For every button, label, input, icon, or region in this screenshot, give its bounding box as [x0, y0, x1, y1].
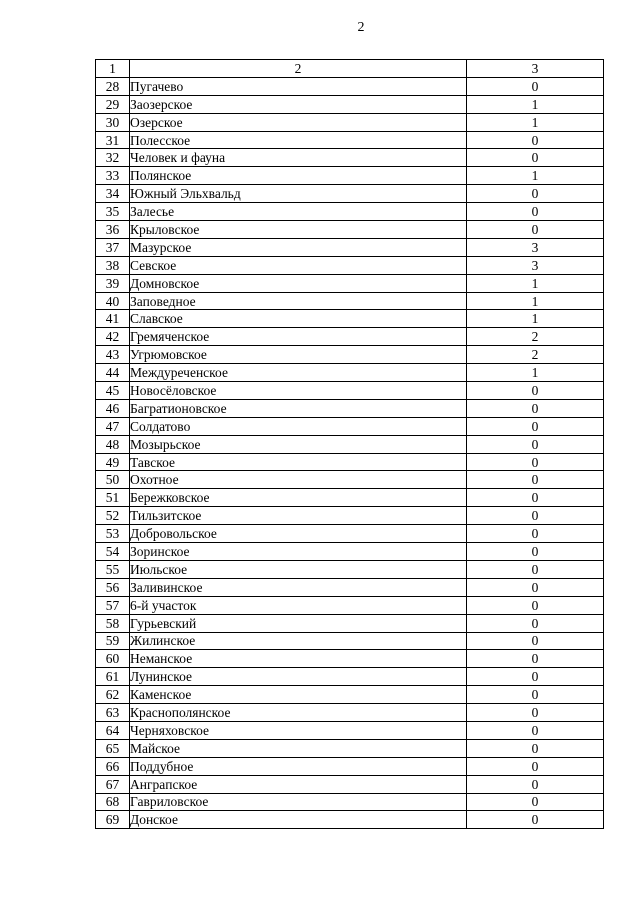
row-name-cell: Багратионовское: [130, 399, 467, 417]
row-number-cell: 47: [96, 417, 130, 435]
table-row: [96, 382, 604, 400]
row-value-cell: 0: [467, 399, 604, 417]
row-name-cell: Заливинское: [130, 578, 467, 596]
table-row: [96, 775, 604, 793]
row-number-cell: 37: [96, 238, 130, 256]
row-value-cell: 0: [467, 131, 604, 149]
table-row: [96, 543, 604, 561]
table-row: [96, 704, 604, 722]
row-number-cell: 30: [96, 113, 130, 131]
table-body: [96, 60, 604, 829]
row-number-cell: 28: [96, 77, 130, 95]
row-value-cell: 0: [467, 757, 604, 775]
row-number-cell: 42: [96, 328, 130, 346]
row-value-cell: 0: [467, 793, 604, 811]
row-number-cell: 53: [96, 525, 130, 543]
row-name-cell: Гавриловское: [130, 793, 467, 811]
row-name-cell: Полесское: [130, 131, 467, 149]
table-row: [96, 417, 604, 435]
row-name-cell: Бережковское: [130, 489, 467, 507]
row-number-cell: 59: [96, 632, 130, 650]
table-row: [96, 650, 604, 668]
table-row: [96, 399, 604, 417]
row-value-cell: 0: [467, 614, 604, 632]
table-row: [96, 149, 604, 167]
row-number-cell: 54: [96, 543, 130, 561]
row-name-cell: Донское: [130, 811, 467, 829]
row-number-cell: 64: [96, 721, 130, 739]
row-name-cell: Неманское: [130, 650, 467, 668]
row-name-cell: Гурьевский: [130, 614, 467, 632]
table-row: [96, 77, 604, 95]
row-number-cell: 52: [96, 507, 130, 525]
row-number-cell: 65: [96, 739, 130, 757]
table-row: [96, 489, 604, 507]
row-value-cell: 0: [467, 596, 604, 614]
table-row: [96, 453, 604, 471]
row-value-cell: 1: [467, 95, 604, 113]
row-name-cell: Черняховское: [130, 721, 467, 739]
row-value-cell: 0: [467, 417, 604, 435]
row-value-cell: 0: [467, 525, 604, 543]
row-value-cell: 1: [467, 310, 604, 328]
row-name-cell: Междуреченское: [130, 364, 467, 382]
table-row: [96, 185, 604, 203]
table-row: [96, 614, 604, 632]
row-number-cell: 66: [96, 757, 130, 775]
table-row: [96, 310, 604, 328]
row-number-cell: 45: [96, 382, 130, 400]
row-name-cell: Солдатово: [130, 417, 467, 435]
row-value-cell: 0: [467, 560, 604, 578]
row-number-cell: 63: [96, 704, 130, 722]
row-value-cell: 0: [467, 489, 604, 507]
page-number: 2: [357, 20, 365, 35]
row-number-cell: 36: [96, 221, 130, 239]
row-value-cell: 1: [467, 274, 604, 292]
row-number-cell: 51: [96, 489, 130, 507]
row-value-cell: 0: [467, 471, 604, 489]
row-value-cell: 0: [467, 578, 604, 596]
row-number-cell: 34: [96, 185, 130, 203]
row-name-cell: Охотное: [130, 471, 467, 489]
row-number-cell: 69: [96, 811, 130, 829]
row-number-cell: 68: [96, 793, 130, 811]
table-row: [96, 471, 604, 489]
row-value-cell: 0: [467, 811, 604, 829]
column-header-name: 2: [130, 60, 467, 78]
row-number-cell: 48: [96, 435, 130, 453]
table-row: [96, 113, 604, 131]
table-row: [96, 256, 604, 274]
row-number-cell: 60: [96, 650, 130, 668]
table-row: [96, 274, 604, 292]
row-value-cell: 0: [467, 507, 604, 525]
row-name-cell: Мазурское: [130, 238, 467, 256]
row-number-cell: 50: [96, 471, 130, 489]
row-name-cell: Майское: [130, 739, 467, 757]
row-number-cell: 61: [96, 668, 130, 686]
row-value-cell: 3: [467, 256, 604, 274]
row-number-cell: 62: [96, 686, 130, 704]
row-number-cell: 41: [96, 310, 130, 328]
row-value-cell: 0: [467, 382, 604, 400]
table-row: [96, 721, 604, 739]
table-row: [96, 507, 604, 525]
row-value-cell: 1: [467, 364, 604, 382]
row-value-cell: 2: [467, 328, 604, 346]
row-number-cell: 56: [96, 578, 130, 596]
row-number-cell: 31: [96, 131, 130, 149]
table-row: [96, 435, 604, 453]
row-name-cell: 6-й участок: [130, 596, 467, 614]
row-value-cell: 3: [467, 238, 604, 256]
row-name-cell: Севское: [130, 256, 467, 274]
row-name-cell: Пугачево: [130, 77, 467, 95]
row-value-cell: 0: [467, 221, 604, 239]
table-row: [96, 525, 604, 543]
table-row: [96, 203, 604, 221]
row-name-cell: Полянское: [130, 167, 467, 185]
row-number-cell: 29: [96, 95, 130, 113]
row-name-cell: Тавское: [130, 453, 467, 471]
row-value-cell: 2: [467, 346, 604, 364]
row-number-cell: 38: [96, 256, 130, 274]
row-value-cell: 0: [467, 668, 604, 686]
row-name-cell: Угрюмовское: [130, 346, 467, 364]
row-name-cell: Залесье: [130, 203, 467, 221]
row-number-cell: 40: [96, 292, 130, 310]
column-header-number: 1: [96, 60, 130, 78]
row-value-cell: 0: [467, 453, 604, 471]
row-number-cell: 43: [96, 346, 130, 364]
row-number-cell: 44: [96, 364, 130, 382]
row-name-cell: Ангрaпское: [130, 775, 467, 793]
table-row: [96, 811, 604, 829]
row-value-cell: 0: [467, 632, 604, 650]
row-name-cell: Лунинское: [130, 668, 467, 686]
row-name-cell: Каменское: [130, 686, 467, 704]
row-value-cell: 0: [467, 543, 604, 561]
row-number-cell: 67: [96, 775, 130, 793]
table-row: [96, 364, 604, 382]
row-value-cell: 0: [467, 203, 604, 221]
row-value-cell: 1: [467, 292, 604, 310]
row-number-cell: 33: [96, 167, 130, 185]
row-name-cell: Заповедное: [130, 292, 467, 310]
table-row: [96, 292, 604, 310]
row-name-cell: Человек и фауна: [130, 149, 467, 167]
row-number-cell: 46: [96, 399, 130, 417]
table-row: [96, 221, 604, 239]
table-row: [96, 238, 604, 256]
table-row: [96, 596, 604, 614]
row-value-cell: 0: [467, 739, 604, 757]
table-row: [96, 739, 604, 757]
row-name-cell: Тильзитское: [130, 507, 467, 525]
table-row: [96, 328, 604, 346]
row-name-cell: Заозерское: [130, 95, 467, 113]
row-number-cell: 35: [96, 203, 130, 221]
row-value-cell: 0: [467, 185, 604, 203]
table-row: [96, 346, 604, 364]
row-value-cell: 0: [467, 721, 604, 739]
row-value-cell: 0: [467, 775, 604, 793]
row-value-cell: 0: [467, 650, 604, 668]
row-name-cell: Южный Эльхвальд: [130, 185, 467, 203]
row-name-cell: Мозырьское: [130, 435, 467, 453]
table-row: [96, 668, 604, 686]
row-name-cell: Озерское: [130, 113, 467, 131]
row-name-cell: Крыловское: [130, 221, 467, 239]
row-number-cell: 57: [96, 596, 130, 614]
table-row: [96, 793, 604, 811]
row-name-cell: Гремяченское: [130, 328, 467, 346]
row-name-cell: Зоринское: [130, 543, 467, 561]
table-row: [96, 95, 604, 113]
table-row: [96, 757, 604, 775]
row-number-cell: 39: [96, 274, 130, 292]
row-number-cell: 32: [96, 149, 130, 167]
row-value-cell: 0: [467, 704, 604, 722]
hunting-grounds-table: [95, 59, 604, 829]
table-row: [96, 686, 604, 704]
row-value-cell: 0: [467, 149, 604, 167]
row-value-cell: 0: [467, 77, 604, 95]
table-row: [96, 560, 604, 578]
row-value-cell: 1: [467, 167, 604, 185]
row-name-cell: Жилинское: [130, 632, 467, 650]
row-name-cell: Июльское: [130, 560, 467, 578]
row-name-cell: Славское: [130, 310, 467, 328]
row-value-cell: 0: [467, 686, 604, 704]
row-name-cell: Домновское: [130, 274, 467, 292]
row-number-cell: 49: [96, 453, 130, 471]
column-header-value: 3: [467, 60, 604, 78]
table-row: [96, 131, 604, 149]
table-row: [96, 167, 604, 185]
row-name-cell: Добровольское: [130, 525, 467, 543]
row-number-cell: 55: [96, 560, 130, 578]
table-header-row: [96, 60, 604, 78]
table-row: [96, 578, 604, 596]
row-value-cell: 1: [467, 113, 604, 131]
row-name-cell: Поддубное: [130, 757, 467, 775]
row-name-cell: Краснополянское: [130, 704, 467, 722]
table-row: [96, 632, 604, 650]
row-name-cell: Новосёловское: [130, 382, 467, 400]
row-number-cell: 58: [96, 614, 130, 632]
row-value-cell: 0: [467, 435, 604, 453]
